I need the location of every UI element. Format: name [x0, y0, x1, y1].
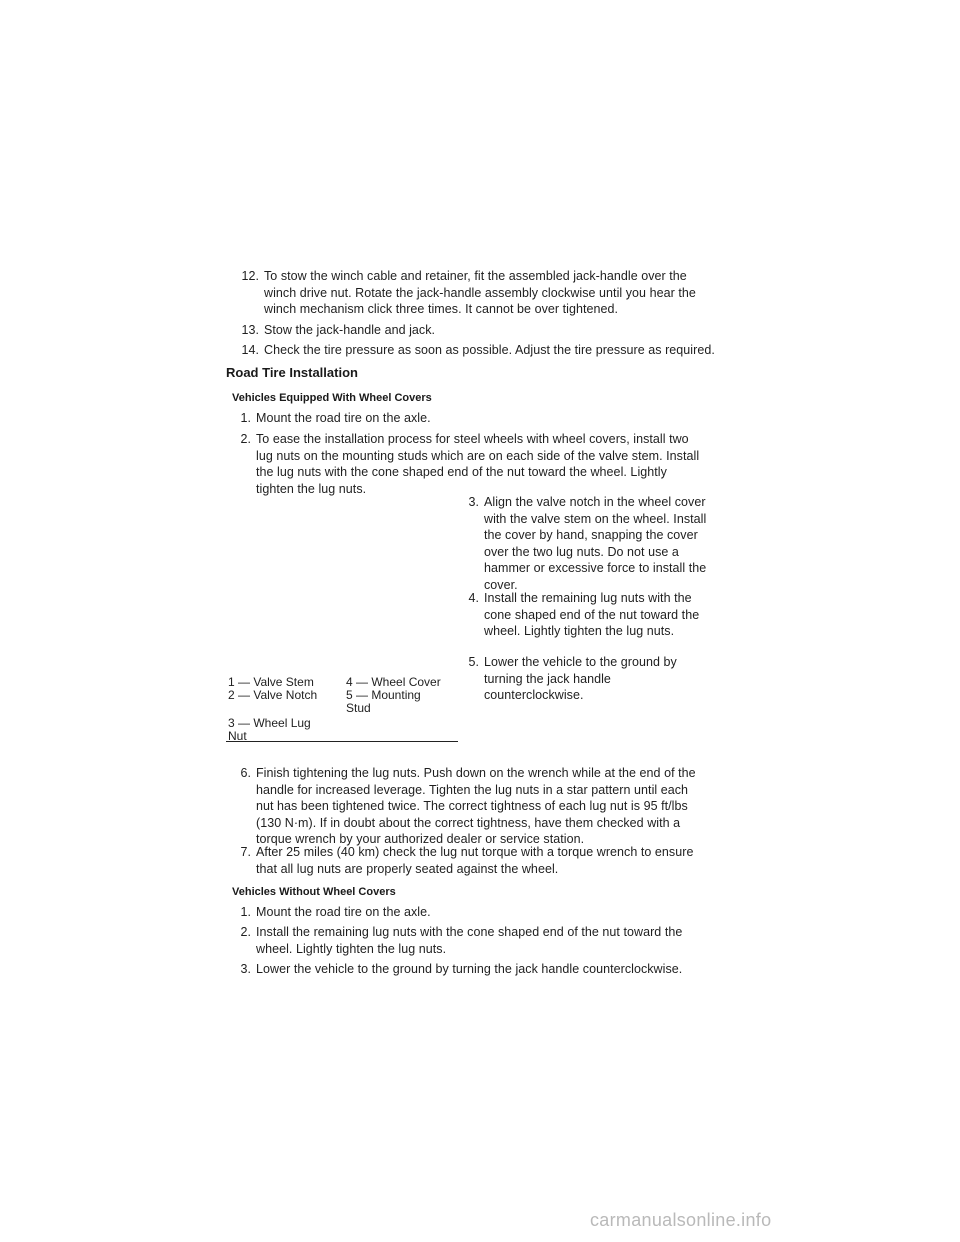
- covers-step-4: 4. Install the remaining lug nuts with the cone shaped end of the nut toward the wheel. Lightly tighten the lug nuts.: [468, 591, 700, 638]
- no-covers-step-2: 2. Install the remaining lug nuts with the cone shaped end of the nut toward the wheel. Lightly tighten the lug nuts.: [240, 925, 683, 956]
- legend-rule: [226, 741, 458, 742]
- covers-step-3: 3. Align the valve notch in the wheel cover with the valve stem on the wheel. Install the cover by hand, snapping the cover over the two lug nuts. Do not use a hammer or excessive force to install the cover.: [468, 495, 707, 592]
- subheading-without-covers: Vehicles Without Wheel Covers: [232, 886, 396, 898]
- subheading-with-covers: Vehicles Equipped With Wheel Covers: [232, 392, 432, 404]
- covers-step-1: 1. Mount the road tire on the axle.: [240, 411, 431, 425]
- covers-step-6: 6. Finish tightening the lug nuts. Push down on the wrench while at the end of the handle for increased leverage. Tighten the lug nuts in a star pattern until each nut has been tightened twice. The correct tightness of each lug nut is 95 ft/lbs (130 N·m). If in doubt about the correct tightness, have them checked with a torque wrench by your authorized dealer or service station.: [240, 766, 696, 846]
- legend-mounting-stud: 5 — Mounting Stud: [346, 688, 421, 715]
- legend-valve-notch: 2 — Valve Notch: [228, 688, 318, 702]
- step-12: 12. To stow the winch cable and retainer, fit the assembled jack-handle over the winch drive nut. Rotate the jack-handle assembly clockwise until you hear the winch mechanism click three times. It cannot be over tightened.: [241, 269, 696, 316]
- step-13: 13. Stow the jack-handle and jack.: [241, 323, 436, 337]
- no-covers-step-3: 3. Lower the vehicle to the ground by turning the jack handle counterclockwise.: [240, 962, 683, 976]
- covers-step-7: 7. After 25 miles (40 km) check the lug nut torque with a torque wrench to ensure that all lug nuts are properly seated against the wheel.: [240, 845, 694, 876]
- covers-step-5: 5. Lower the vehicle to the ground by turning the jack handle counterclockwise.: [468, 655, 677, 702]
- covers-step-2: 2. To ease the installation process for steel wheels with wheel covers, install two lug nuts on the mounting studs which are on each side of the valve stem. Install the lug nuts with the cone shaped end of the nut toward the wheel. Lightly tighten the lug nuts.: [240, 432, 700, 496]
- legend-valve-stem: 1 — Valve Stem: [228, 675, 314, 689]
- legend-wheel-lug-nut: 3 — Wheel Lug Nut: [228, 716, 311, 743]
- legend-wheel-cover: 4 — Wheel Cover: [346, 675, 441, 689]
- no-covers-step-1: 1. Mount the road tire on the axle.: [240, 905, 431, 919]
- section-heading: Road Tire Installation: [226, 365, 358, 380]
- watermark-text: carmanualsonline.info: [590, 1210, 772, 1230]
- step-14: 14. Check the tire pressure as soon as possible. Adjust the tire pressure as required.: [241, 343, 715, 357]
